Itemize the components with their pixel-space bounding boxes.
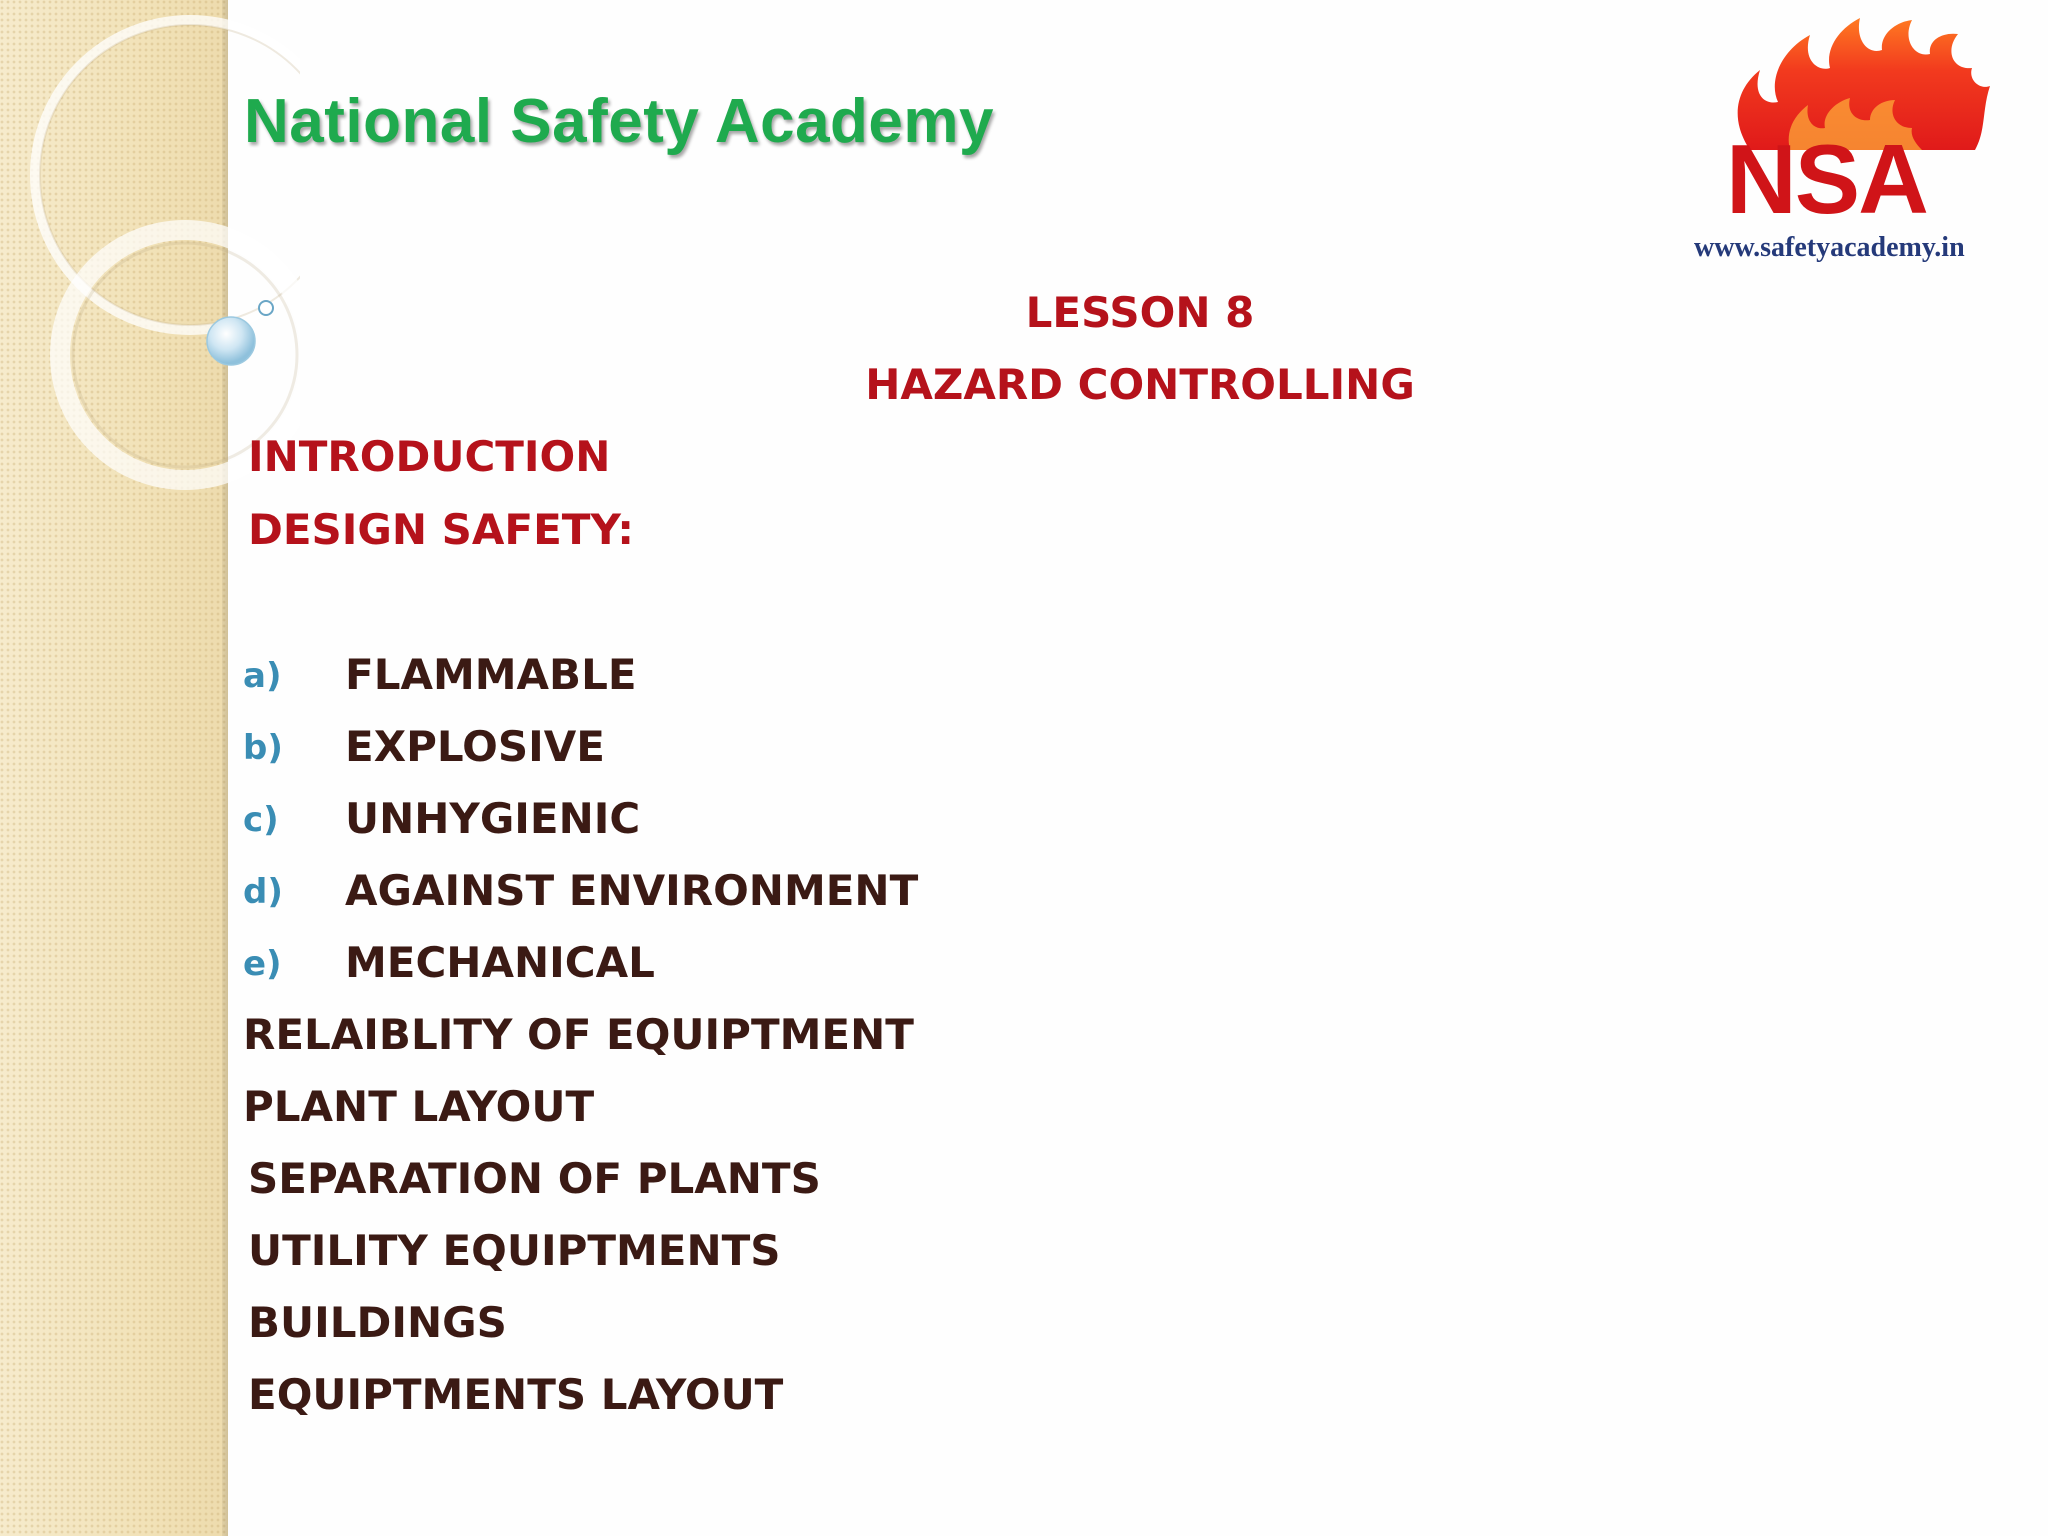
list-marker: d) xyxy=(243,872,283,912)
section-design-safety: DESIGN SAFETY: xyxy=(248,505,635,554)
logo-website-url: www.safetyacademy.in xyxy=(1694,232,1965,263)
topic-utility-equipments: UTILITY EQUIPTMENTS xyxy=(248,1226,781,1275)
list-item-label: AGAINST ENVIRONMENT xyxy=(345,866,919,915)
list-marker: e) xyxy=(243,944,282,984)
list-marker: c) xyxy=(243,800,279,840)
list-item-label: UNHYGIENIC xyxy=(345,794,641,843)
topic-plant-layout: PLANT LAYOUT xyxy=(243,1082,595,1131)
topic-equipments-layout: EQUIPTMENTS LAYOUT xyxy=(248,1370,784,1419)
list-item-label: EXPLOSIVE xyxy=(345,722,605,771)
topic-separation-of-plants: SEPARATION OF PLANTS xyxy=(248,1154,821,1203)
list-item-label: MECHANICAL xyxy=(345,938,655,987)
list-marker: a) xyxy=(243,656,282,696)
list-item-label: FLAMMABLE xyxy=(345,650,637,699)
logo-nsa-text: NSA xyxy=(1726,124,1927,234)
topic-buildings: BUILDINGS xyxy=(248,1298,507,1347)
list-marker: b) xyxy=(243,728,283,768)
nsa-logo xyxy=(1690,10,2020,270)
bubble-small-icon xyxy=(259,301,273,315)
academy-title: National Safety Academy xyxy=(244,87,995,156)
lesson-title: HAZARD CONTROLLING xyxy=(865,360,1415,409)
bubble-large-icon xyxy=(207,317,255,365)
section-introduction: INTRODUCTION xyxy=(248,432,611,481)
lesson-number: LESSON 8 xyxy=(1025,288,1255,337)
topic-reliability: RELAIBLITY OF EQUIPTMENT xyxy=(243,1010,914,1059)
